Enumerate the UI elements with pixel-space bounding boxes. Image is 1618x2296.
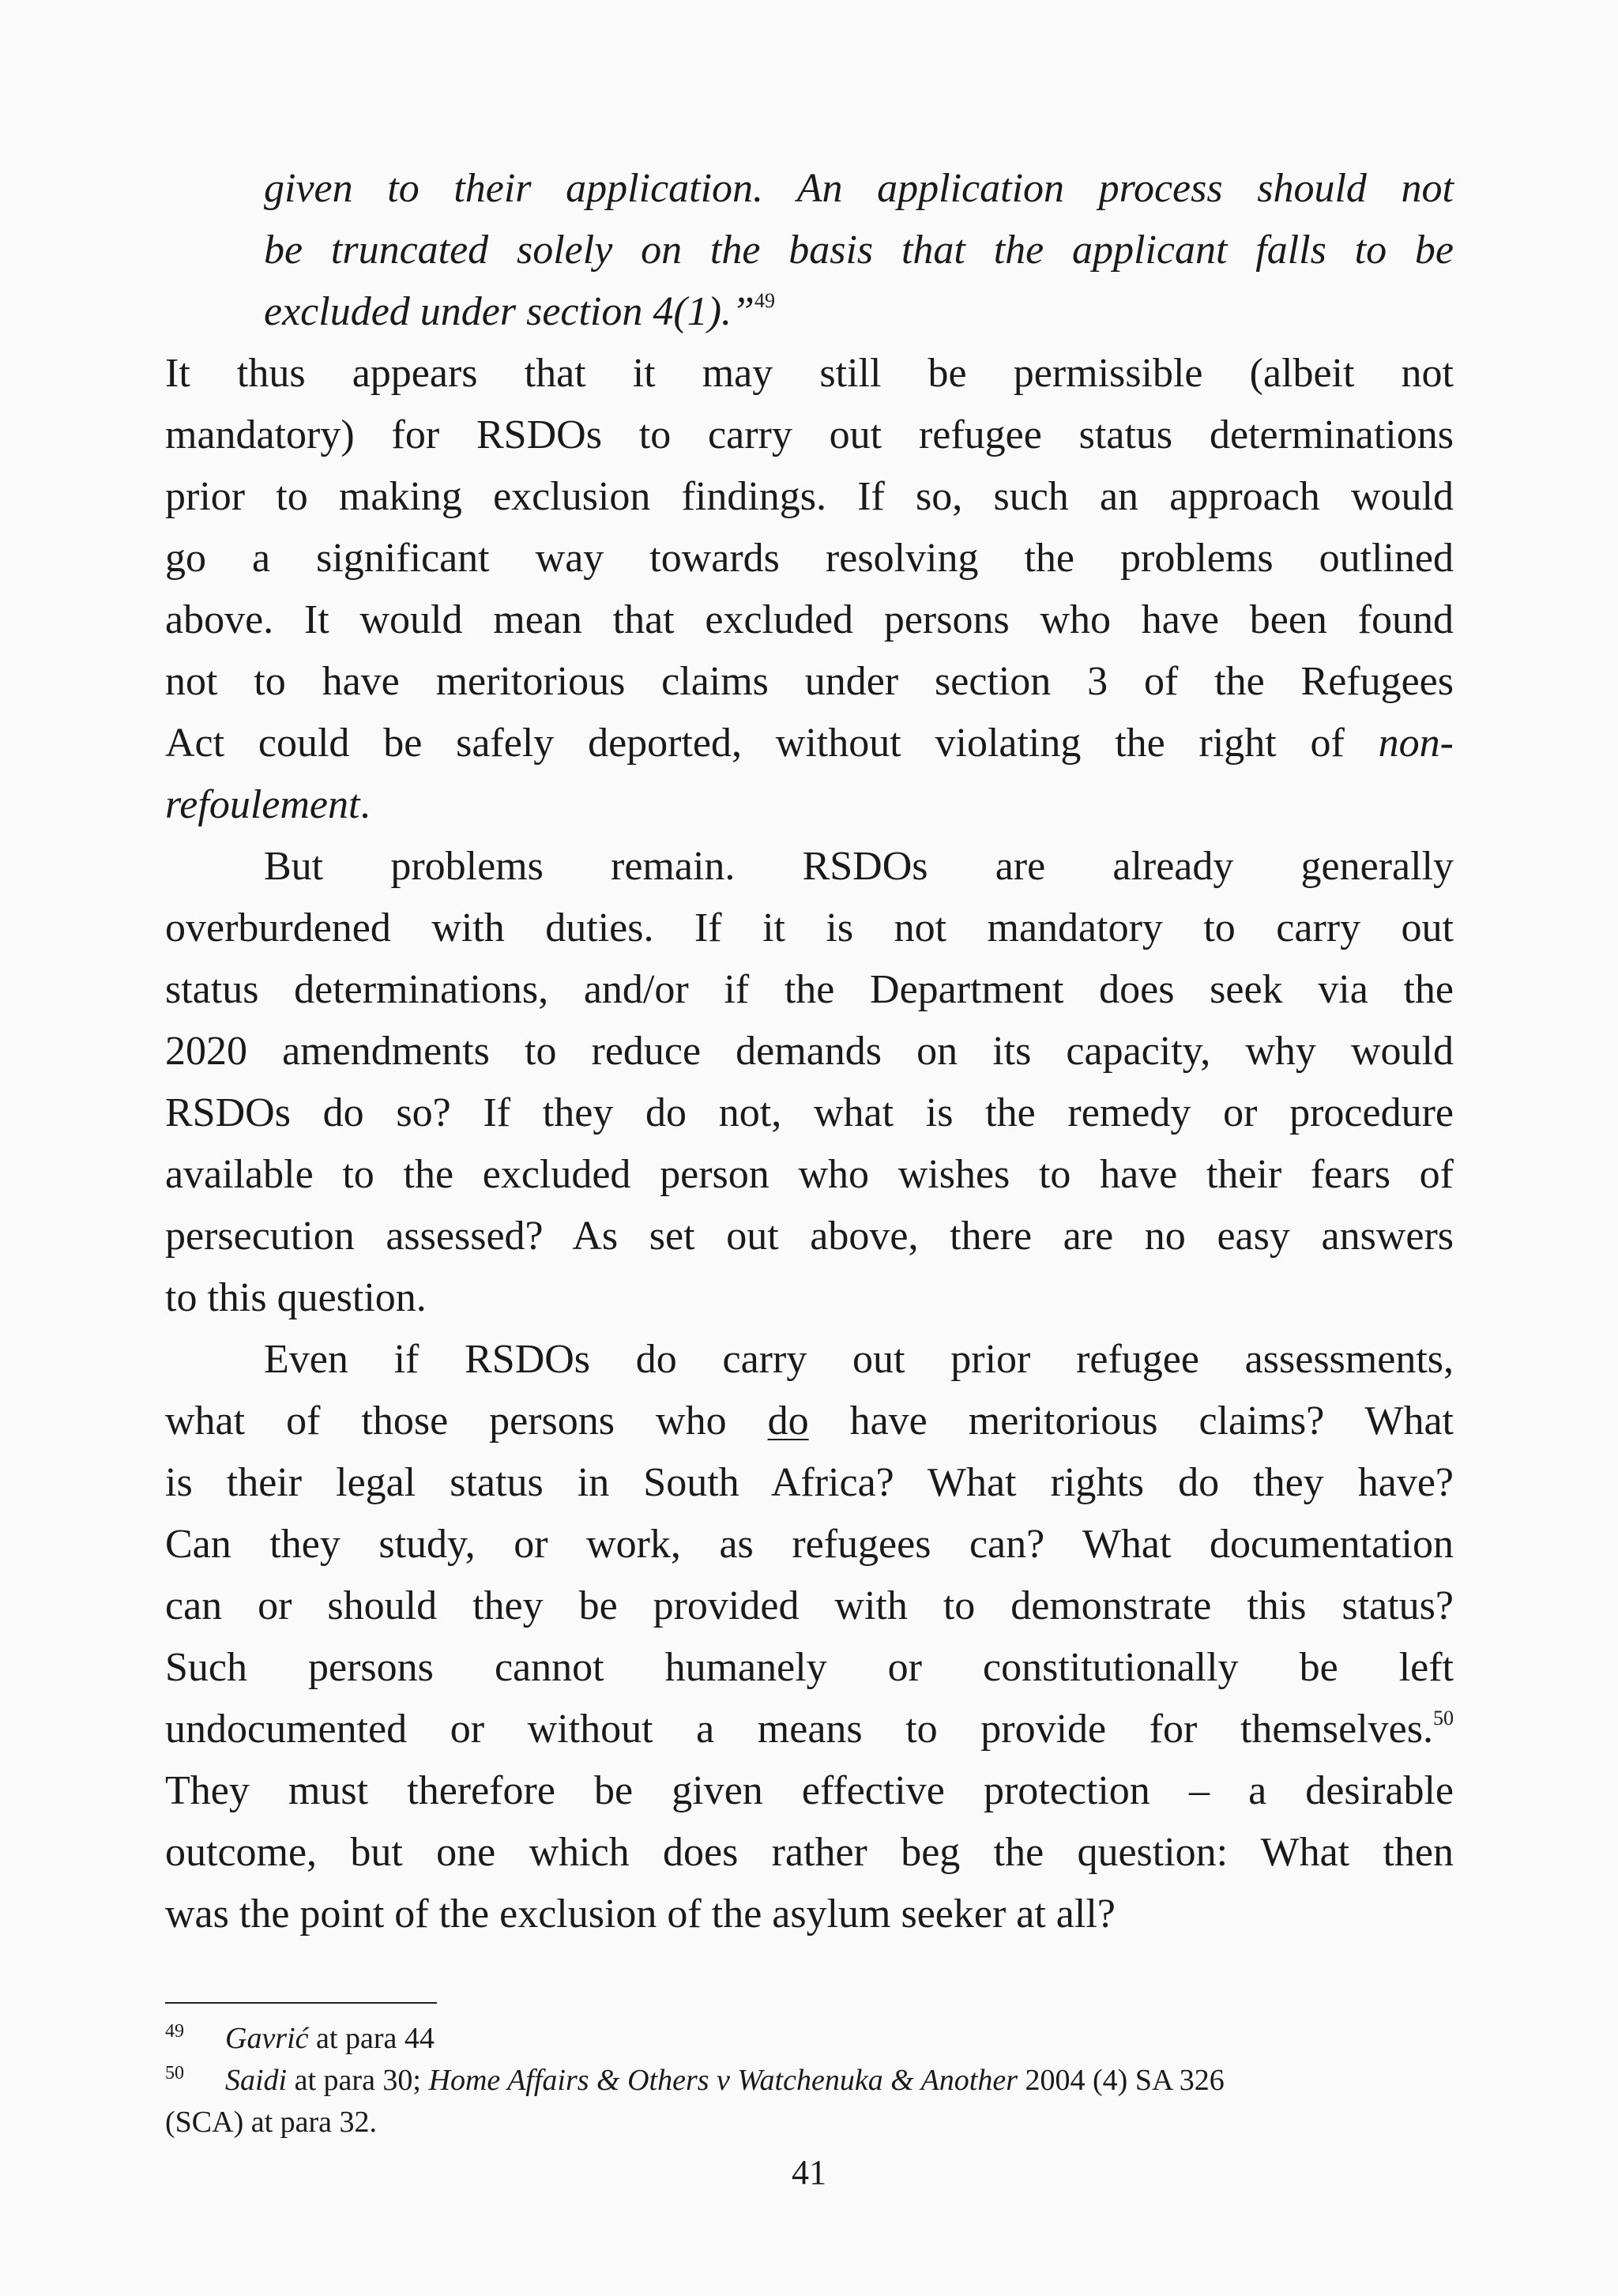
footnote-text: Gavrić (225, 2022, 309, 2055)
text-line (165, 959, 1454, 1021)
footnote-text: 2004 (4) SA 326 (1018, 2064, 1225, 2097)
text-segment: Even if RSDOs do carry out prior refugee assessments, (264, 1337, 1454, 1382)
footnote-49: 49 Gavrić at para 44 (165, 2021, 435, 2055)
text-line (165, 1452, 1454, 1514)
text-line (165, 1267, 1454, 1329)
footnote-text: at para 30; (287, 2064, 429, 2097)
quote-line (264, 281, 1454, 343)
text-segment: have meritorious claims? What (808, 1398, 1454, 1443)
text-line (165, 1206, 1454, 1267)
text-segment: go a significant way towards resolving the problems outlined (165, 536, 1454, 581)
text-segment: non- (1378, 721, 1454, 766)
text-line (165, 1391, 1454, 1452)
text-segment: Such persons cannot humanely or constitutionally be left (165, 1645, 1454, 1690)
text-segment: is their legal status in South Africa? What rights do they have? (165, 1460, 1454, 1505)
text-segment: . (359, 782, 371, 827)
text-segment: They must therefore be given effective protection – a desirable (165, 1768, 1454, 1813)
text-segment: not to have meritorious claims under section 3 of the Refugees (165, 659, 1454, 704)
text-line (165, 713, 1454, 774)
text-line (165, 898, 1454, 959)
footnote-text: Saidi (225, 2064, 288, 2097)
text-line (165, 466, 1454, 528)
text-line (165, 1575, 1454, 1637)
text-line (165, 589, 1454, 651)
footnote-text: (SCA) at para 32. (165, 2106, 378, 2139)
text-segment: do (767, 1398, 809, 1443)
text-segment: It thus appears that it may still be permissible (albeit not (165, 351, 1454, 396)
text-line (165, 1822, 1454, 1884)
text-line (165, 343, 1454, 405)
text-segment: was the point of the exclusion of the asylum seeker at all? (165, 1891, 1116, 1937)
text-line (165, 1760, 1454, 1822)
text-line (165, 651, 1454, 713)
text-segment: prior to making exclusion findings. If so, such an approach would (165, 474, 1454, 519)
footnote-text: Home Affairs & Others v Watchenuka & Another (428, 2064, 1018, 2097)
text-segment: above. It would mean that excluded persons who have been found (165, 597, 1454, 642)
text-line (165, 1021, 1454, 1082)
text-line (165, 774, 1454, 836)
text-line (165, 1082, 1454, 1144)
footnote-ref: 49 (754, 289, 775, 312)
page-number: 41 (792, 2153, 826, 2192)
text-segment: outcome, but one which does rather beg the question: What then (165, 1830, 1454, 1875)
text-line (165, 1514, 1454, 1575)
text-segment: refoulement (165, 782, 360, 827)
text-segment: Can they study, or work, as refugees can? What documentation (165, 1522, 1454, 1567)
text-segment: to this question. (165, 1275, 427, 1320)
text-line (165, 405, 1454, 466)
text-segment: 2020 amendments to reduce demands on its capacity, why would (165, 1029, 1454, 1074)
footnote-ref: 50 (1433, 1707, 1454, 1730)
text-line (165, 1637, 1454, 1699)
text-segment: persecution assessed? As set out above, there are no easy answers (165, 1214, 1454, 1259)
footnote-divider (165, 2002, 437, 2004)
text-line (264, 836, 1454, 898)
text-segment: undocumented or without a means to provide for themselves. (165, 1707, 1433, 1752)
text-segment: available to the excluded person who wishes to have their fears of (165, 1152, 1454, 1197)
text-segment: can or should they be provided with to demonstrate this status? (165, 1583, 1454, 1628)
footnote-50: 50 Saidi at para 30; Home Affairs & Others v Watchenuka & Another 2004 (4) SA 326 (165, 2063, 1225, 2097)
text-segment: what of those persons who (165, 1398, 768, 1443)
text-segment: mandatory) for RSDOs to carry out refugee status determinations (165, 412, 1454, 457)
footnote-text: at para 44 (308, 2022, 435, 2055)
quote-line (264, 158, 1454, 220)
text-segment: be truncated solely on the basis that the applicant falls to be (264, 228, 1454, 273)
text-line (165, 528, 1454, 589)
text-line (264, 1329, 1454, 1391)
footnote-50 (165, 2102, 1454, 2144)
text-segment: given to their application. An application process should not (264, 166, 1454, 211)
text-segment: RSDOs do so? If they do not, what is the remedy or procedure (165, 1090, 1454, 1135)
text-segment: Act could be safely deported, without violating the right of (165, 721, 1379, 766)
text-segment: But problems remain. RSDOs are already generally (264, 844, 1454, 889)
text-segment: overburdened with duties. If it is not mandatory to carry out (165, 905, 1454, 950)
text-line (165, 1884, 1454, 1945)
text-segment: excluded under section 4(1).” (264, 289, 754, 334)
quote-line (264, 220, 1454, 281)
text-line (165, 1144, 1454, 1206)
text-segment: status determinations, and/or if the Department does seek via the (165, 967, 1454, 1012)
text-line (165, 1699, 1454, 1760)
